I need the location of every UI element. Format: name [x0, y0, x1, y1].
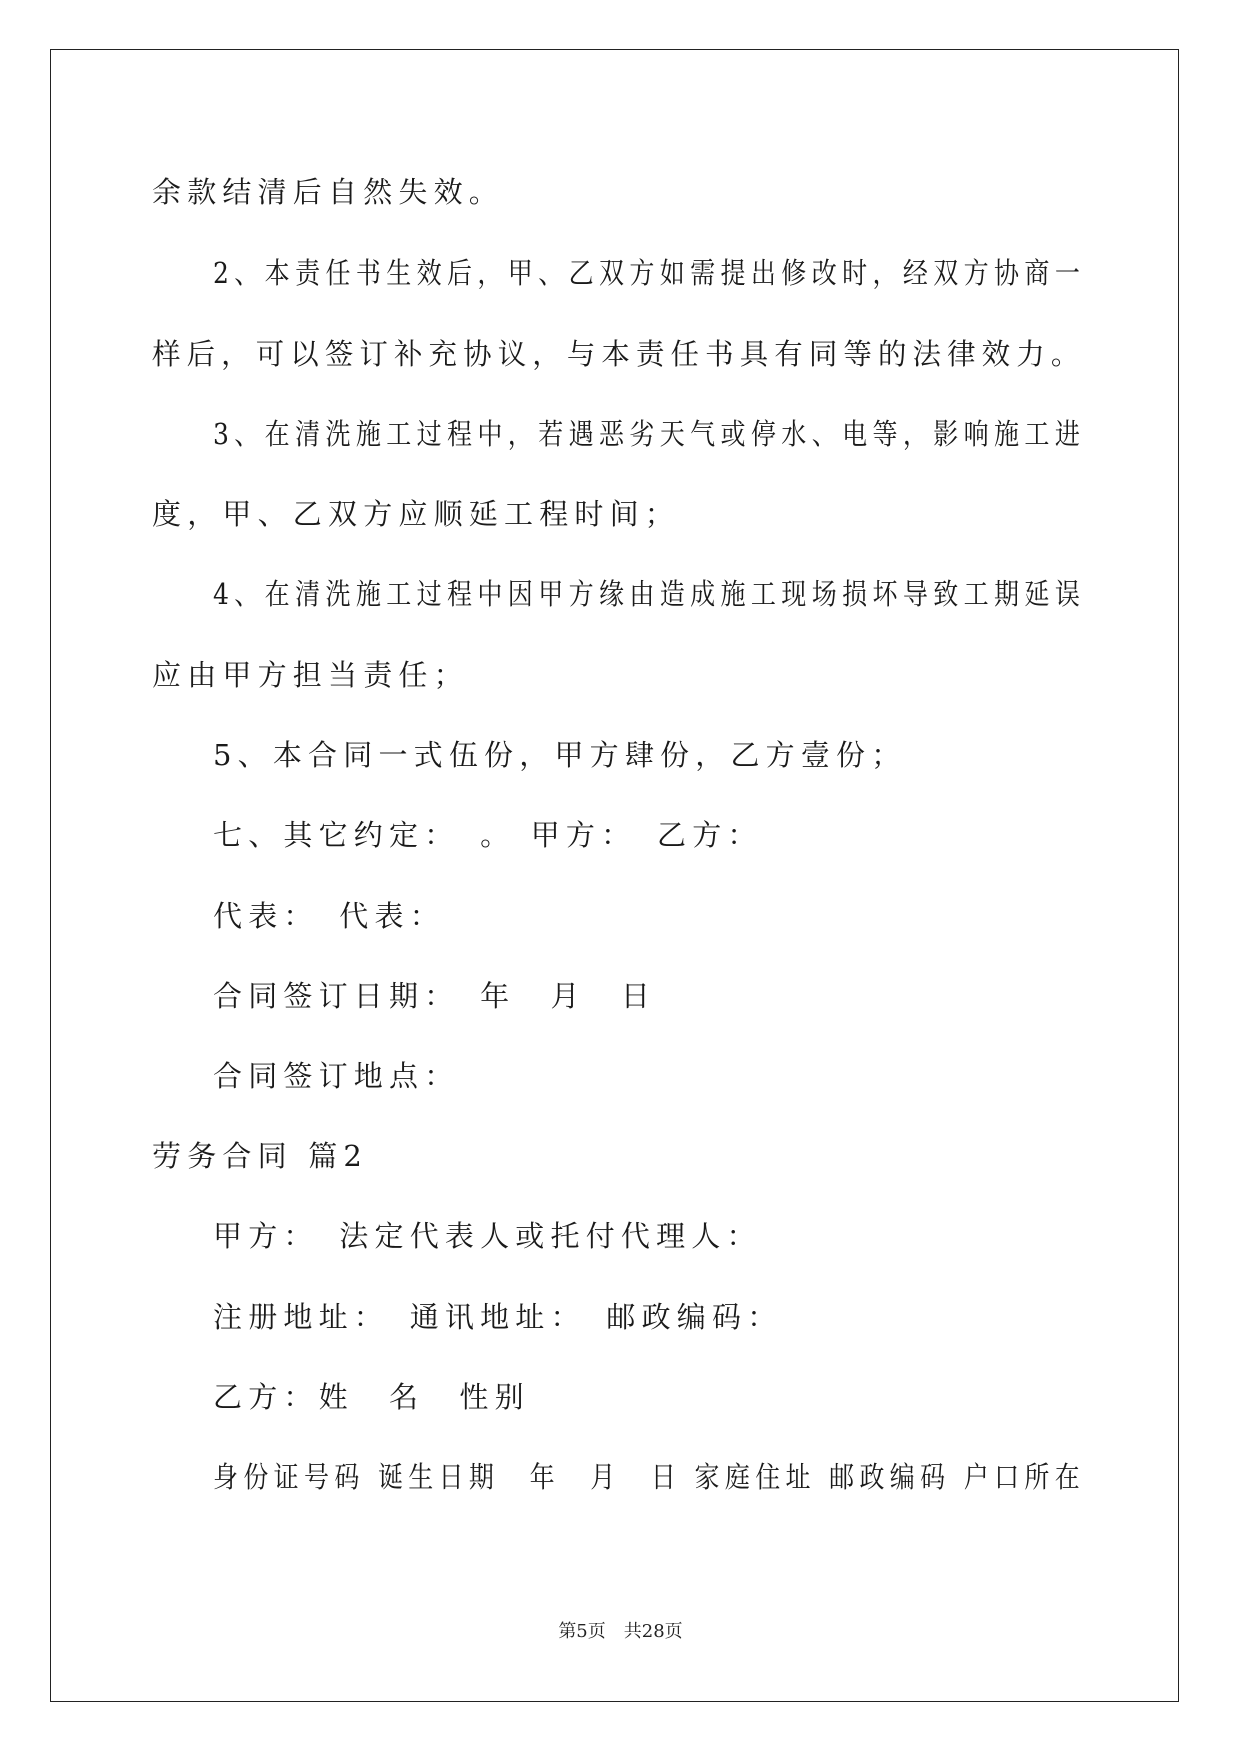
text-line: 乙方：姓 名 性别 [213, 1380, 530, 1414]
text-line: 甲方： 法定代表人或托付代理人： [213, 1219, 762, 1253]
text-line: 合同签订地点： [213, 1059, 460, 1093]
page-number: 第5页 共28页 [558, 1621, 683, 1642]
text-line: 注册地址： 通讯地址： 邮政编码： [213, 1300, 783, 1334]
text-line: 余款结清后自然失效。 [152, 175, 505, 209]
text-line: 度，甲、乙双方应顺延工程时间； [152, 497, 681, 531]
page-border [50, 49, 1179, 1702]
text-line: 代表： 代表： [213, 899, 445, 933]
text-line: 应由甲方担当责任； [152, 658, 469, 692]
text-line: 4、在清洗施工过程中因甲方缘由造成施工现场损坏导致工期延误 [213, 577, 1086, 611]
text-line: 身份证号码 诞生日期 年 月 日 家庭住址 邮政编码 户口所在 [213, 1460, 1086, 1494]
text-line: 样后，可以签订补充协议，与本责任书具有同等的法律效力。 [152, 337, 1086, 371]
text-line: 3、在清洗施工过程中，若遇恶劣天气或停水、电等，影响施工进 [213, 417, 1086, 451]
text-line: 合同签订日期： 年 月 日 [213, 979, 657, 1013]
text-line: 5、本合同一式伍份，甲方肆份，乙方壹份； [213, 738, 907, 772]
text-line: 七、其它约定： 。 甲方： 乙方： [213, 818, 763, 852]
text-line: 2、本责任书生效后，甲、乙双方如需提出修改时，经双方协商一 [213, 256, 1086, 290]
section-heading: 劳务合同 篇2 [152, 1139, 369, 1173]
